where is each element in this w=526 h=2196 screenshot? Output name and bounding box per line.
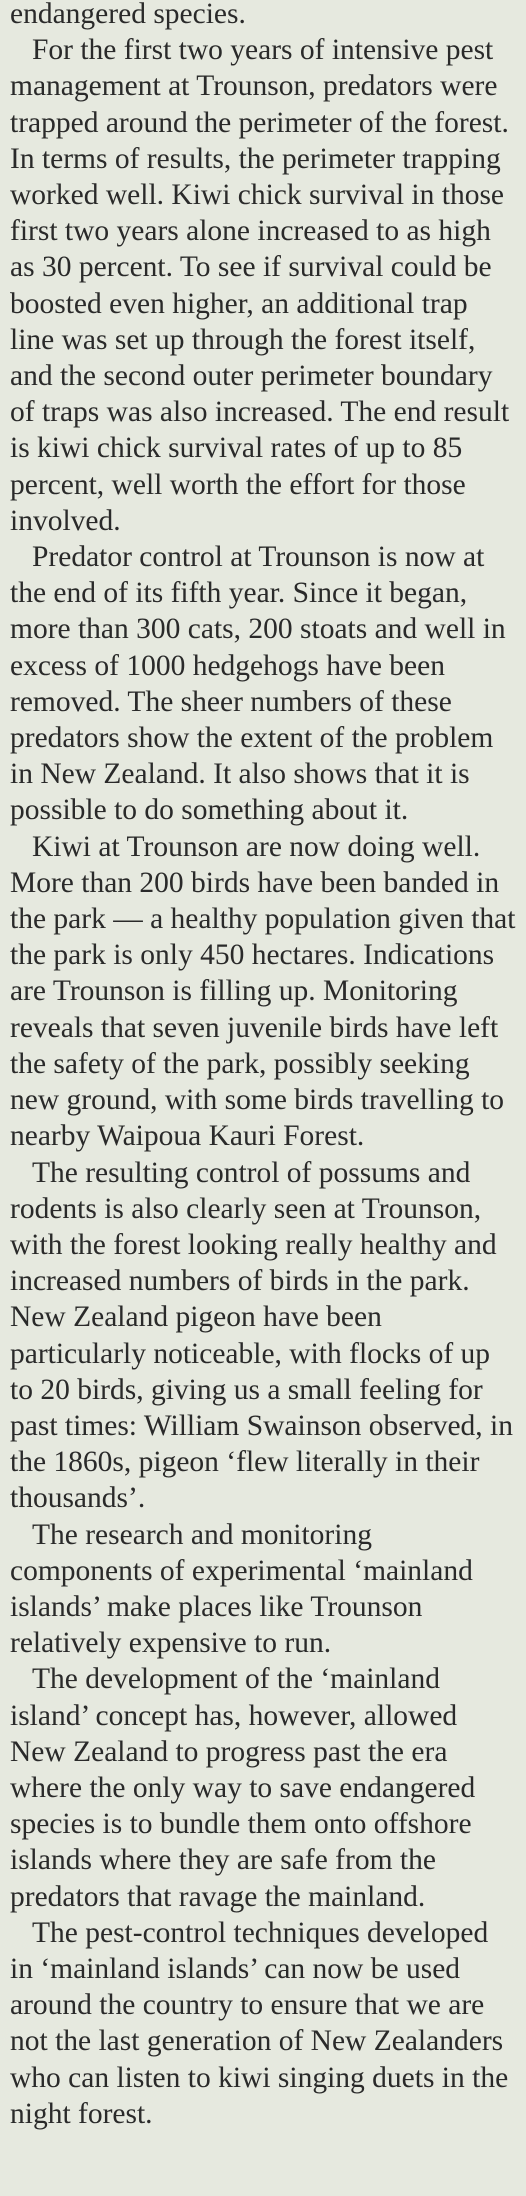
paragraph-kiwi-population: Kiwi at Trounson are now doing well. More than 200 birds have been banded in the park — a healthy population given that the park is only 450 hectares. Indications are Trounson is filling up. Monitoring reveals that seven juvenile birds have left the safety of the park, possibly seeking new ground, with some birds travelling to nearby Waipoua Kauri Forest. (10, 830, 516, 1153)
paragraph-mainland-island-concept: The development of the ‘mainland island’ concept has, however, allowed New Zealand to progress past the era where the only way to save endangered species is to bundle them onto offshore islands where they are safe from the predators that ravage the mainland. (10, 1663, 476, 1913)
paragraph-possums-rodents: The resulting control of possums and rodents is also clearly seen at Trounson, with the forest looking really healthy and increased numbers of birds in the park. New Zealand pigeon have been particularly noticeable, with flocks of up to 20 birds, giving us a small feeling for past times: William Swainson observed, in the 1860s, pigeon ‘flew literally in their thousands’. (10, 1156, 513, 1515)
paragraph-continued: endangered species. (10, 0, 246, 30)
paragraph-predator-control: Predator control at Trounson is now at the end of its fifth year. Since it began, more than 300 cats, 200 stoats and well in excess of 1000 hedgehogs have been removed. The sheer numbers of these predators show the extent of the problem in New Zealand. It also shows that it is possible to do something about it. (10, 541, 506, 827)
paragraph-pest-control-techniques: The pest-control techniques developed in ‘mainland islands’ can now be used around the country to ensure that we are not the last generation of New Zealanders who can listen to kiwi singing duets in the night forest. (10, 1916, 509, 2130)
paragraph-perimeter-trapping: For the first two years of intensive pest management at Trounson, predators were trapped around the perimeter of the forest. In terms of results, the perimeter trapping worked well. Kiwi chick survival in those first two years alone increased to as high as 30 percent. To see if survival could be boosted even higher, an additional trap line was set up through the forest itself, and the second outer perimeter boundary of traps was also increased. The end result is kiwi chick survival rates of up to 85 percent, well worth the effort for those involved. (10, 34, 510, 537)
paragraph-research-monitoring: The research and monitoring components of experimental ‘mainland islands’ make places like Trounson relatively expensive to run. (10, 1518, 473, 1660)
